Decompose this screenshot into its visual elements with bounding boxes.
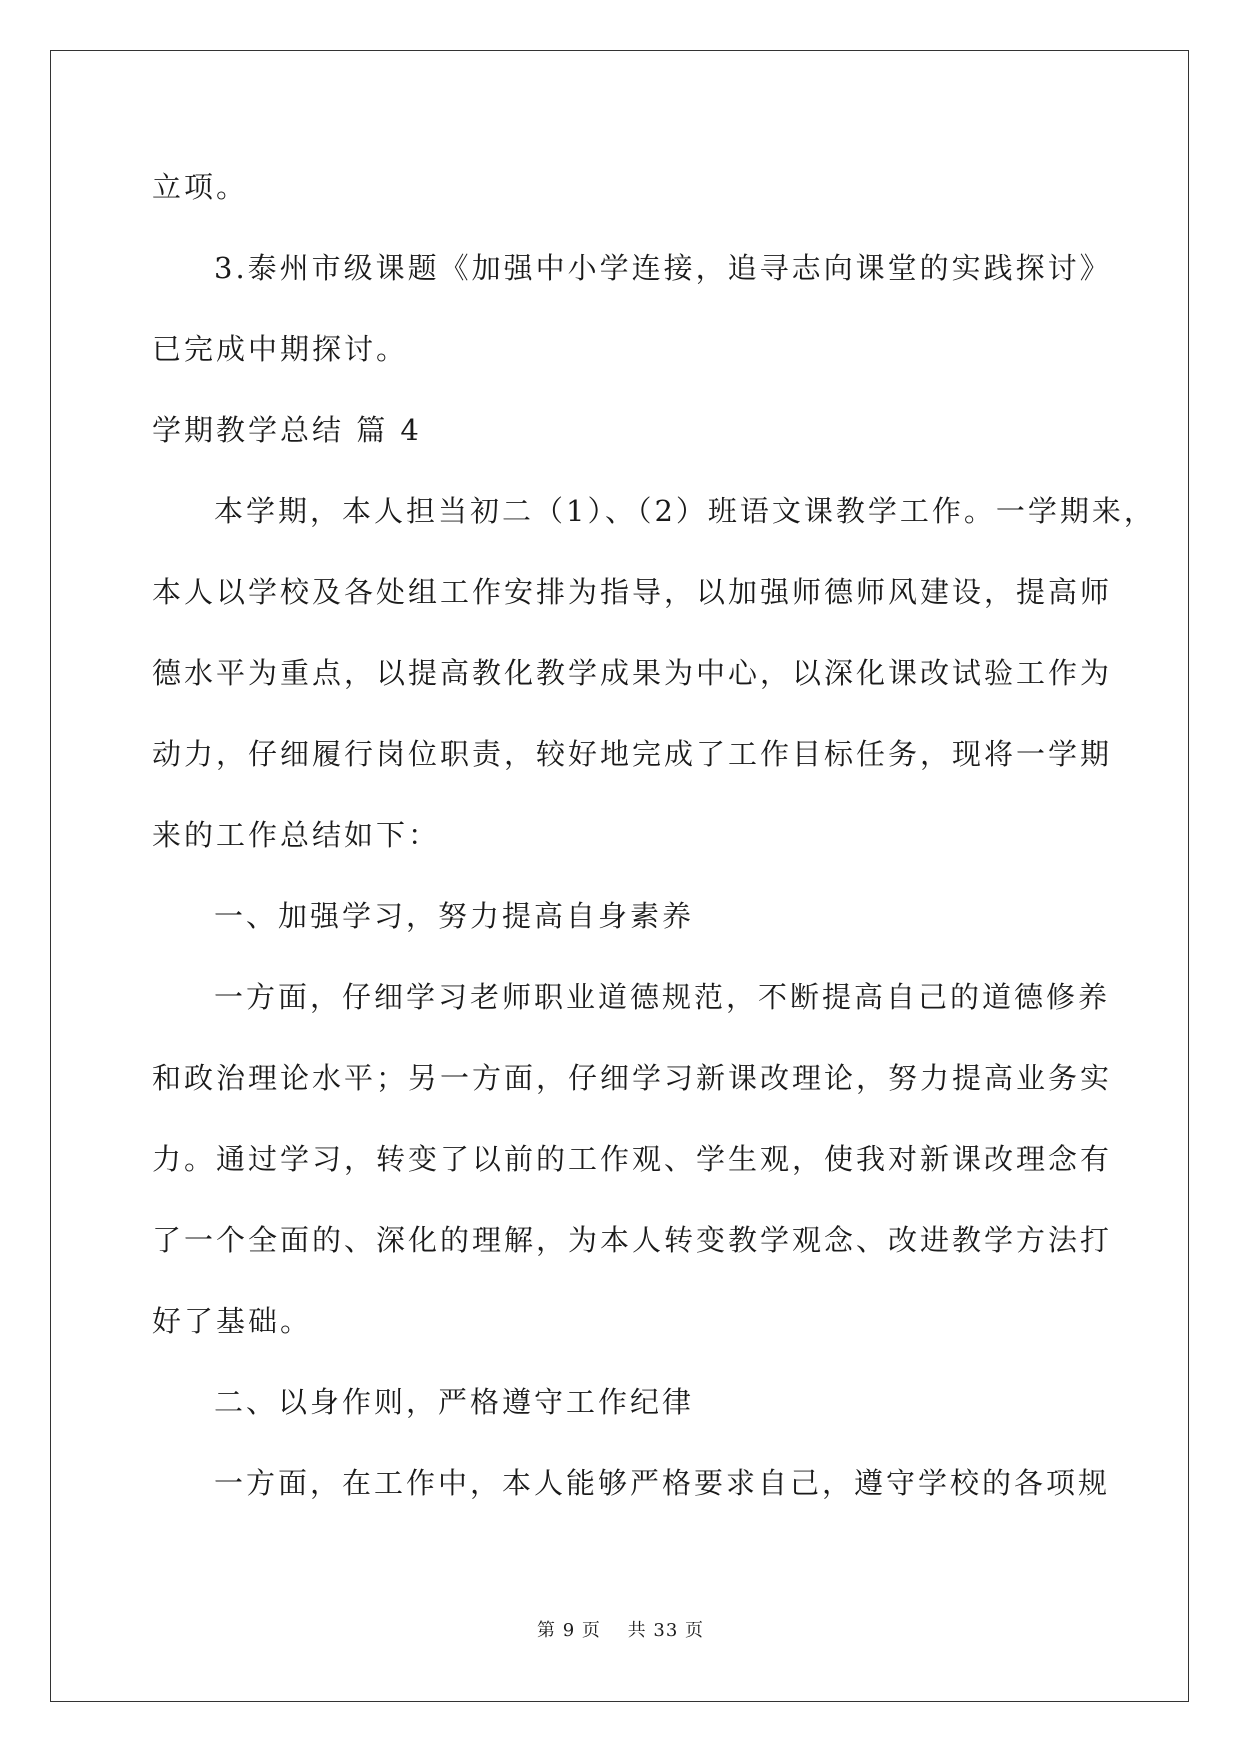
text-line: 本人以学校及各处组工作安排为指导，以加强师德师风建设，提高师: [152, 575, 1113, 609]
text-line: 好了基础。: [152, 1304, 313, 1338]
text-line: 了一个全面的、深化的理解，为本人转变教学观念、改进教学方法打: [152, 1223, 1113, 1257]
page-total: 共 33 页: [627, 1620, 704, 1641]
text-line: 一方面，仔细学习老师职业道德规范，不断提高自己的道德修养: [214, 980, 1111, 1014]
text-line: 一方面，在工作中，本人能够严格要求自己，遵守学校的各项规: [214, 1466, 1111, 1500]
text-line: 动力，仔细履行岗位职责，较好地完成了工作目标任务，现将一学期: [152, 737, 1113, 771]
subsection-heading: 一、加强学习，努力提高自身素养: [214, 899, 695, 933]
text-line: 本学期，本人担当初二（1）、（2）班语文课教学工作。一学期来，: [214, 494, 1156, 528]
document-body: [152, 157, 1156, 1534]
text-line: 立项。: [152, 170, 249, 204]
text-line: 力。通过学习，转变了以前的工作观、学生观，使我对新课改理念有: [152, 1142, 1113, 1176]
text-line: 3.泰州市级课题《加强中小学连接，追寻志向课堂的实践探讨》: [214, 251, 1112, 285]
page-number: 第 9 页: [537, 1620, 601, 1641]
page-footer: [0, 1616, 1241, 1642]
subsection-heading: 二、以身作则，严格遵守工作纪律: [214, 1385, 695, 1419]
section-heading: 学期教学总结 篇 4: [152, 413, 422, 447]
text-line: 德水平为重点，以提高教化教学成果为中心，以深化课改试验工作为: [152, 656, 1113, 690]
text-line: 和政治理论水平；另一方面，仔细学习新课改理论，努力提高业务实: [152, 1061, 1113, 1095]
text-line: 来的工作总结如下：: [152, 818, 441, 852]
text-line: 已完成中期探讨。: [152, 332, 409, 366]
